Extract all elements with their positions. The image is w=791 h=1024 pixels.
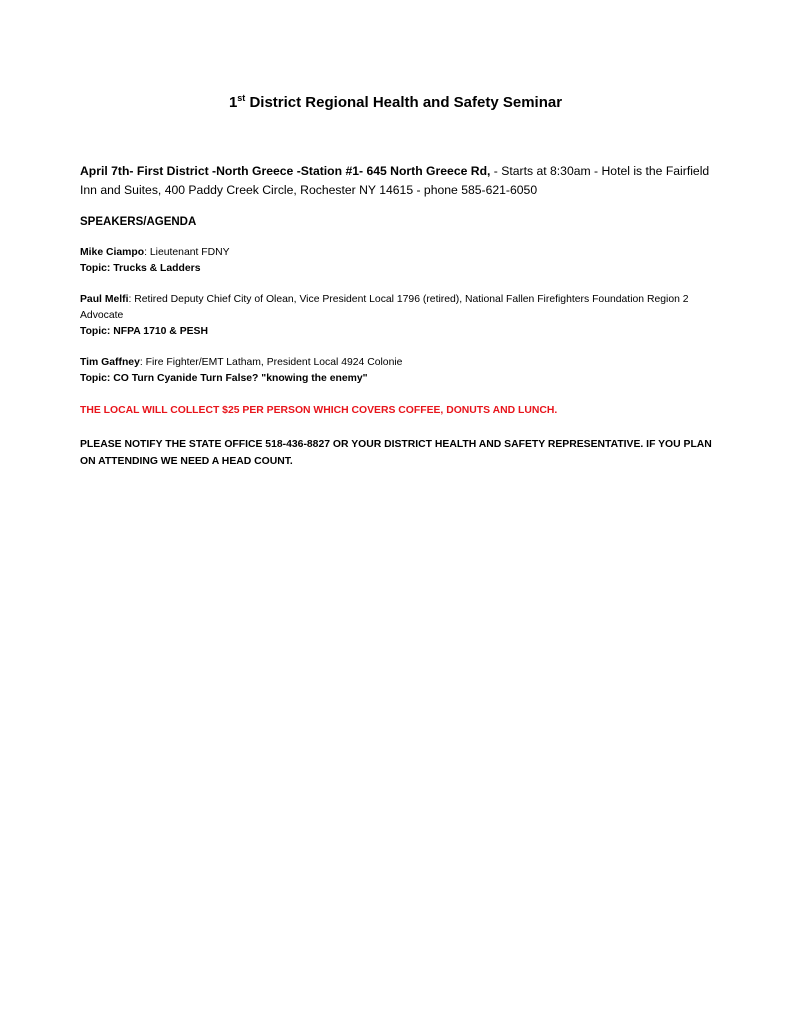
speaker-name: Paul Melfi [80, 294, 129, 305]
speaker-topic: Topic: CO Turn Cyanide Turn False? "knowing the enemy" [80, 373, 368, 384]
speaker-name: Mike Ciampo [80, 247, 145, 258]
speaker-entry [80, 292, 720, 340]
speaker-name: Tim Gaffney [80, 357, 140, 368]
speaker-description: : Fire Fighter/EMT Latham, President Local 4924 Colonie [139, 357, 403, 368]
title-superscript: st [237, 93, 246, 103]
speaker-entry [80, 355, 720, 387]
speaker-description: : Retired Deputy Chief City of Olean, Vice President Local 1796 (retired), National Fallen Firefighters Foundation Region 2 Advocate [80, 294, 689, 321]
event-time-hotel: - Starts at 8:30am - Hotel is the Fairfield Inn and Suites, 400 Paddy Creek Circle, Rochester NY 14615 - phone 585-621-6050 [80, 164, 710, 197]
agenda-heading: SPEAKERS/AGENDA [80, 216, 197, 228]
title-text: District Regional Health and Safety Seminar [245, 94, 563, 111]
speaker-entry [80, 245, 720, 277]
speaker-topic: Topic: Trucks & Ladders [80, 263, 201, 274]
speaker-line [80, 245, 720, 261]
rsvp-notice: PLEASE NOTIFY THE STATE OFFICE 518-436-8827 OR YOUR DISTRICT HEALTH AND SAFETY REPRESENTATIVE. IF YOU PLAN ON ATTENDING WE NEED A HEAD COUNT. [80, 439, 712, 467]
cost-notice: THE LOCAL WILL COLLECT $25 PER PERSON WHICH COVERS COFFEE, DONUTS AND LUNCH. [80, 405, 558, 416]
speaker-line [80, 355, 720, 371]
speaker-description: : Lieutenant FDNY [144, 247, 230, 258]
speaker-line [80, 292, 720, 324]
document-title [0, 93, 791, 113]
event-details [80, 162, 720, 200]
event-date-location: April 7th- First District -North Greece -Station #1- 645 North Greece Rd, [80, 164, 491, 178]
speaker-topic: Topic: NFPA 1710 & PESH [80, 326, 208, 337]
title-prefix: 1 [228, 94, 238, 111]
